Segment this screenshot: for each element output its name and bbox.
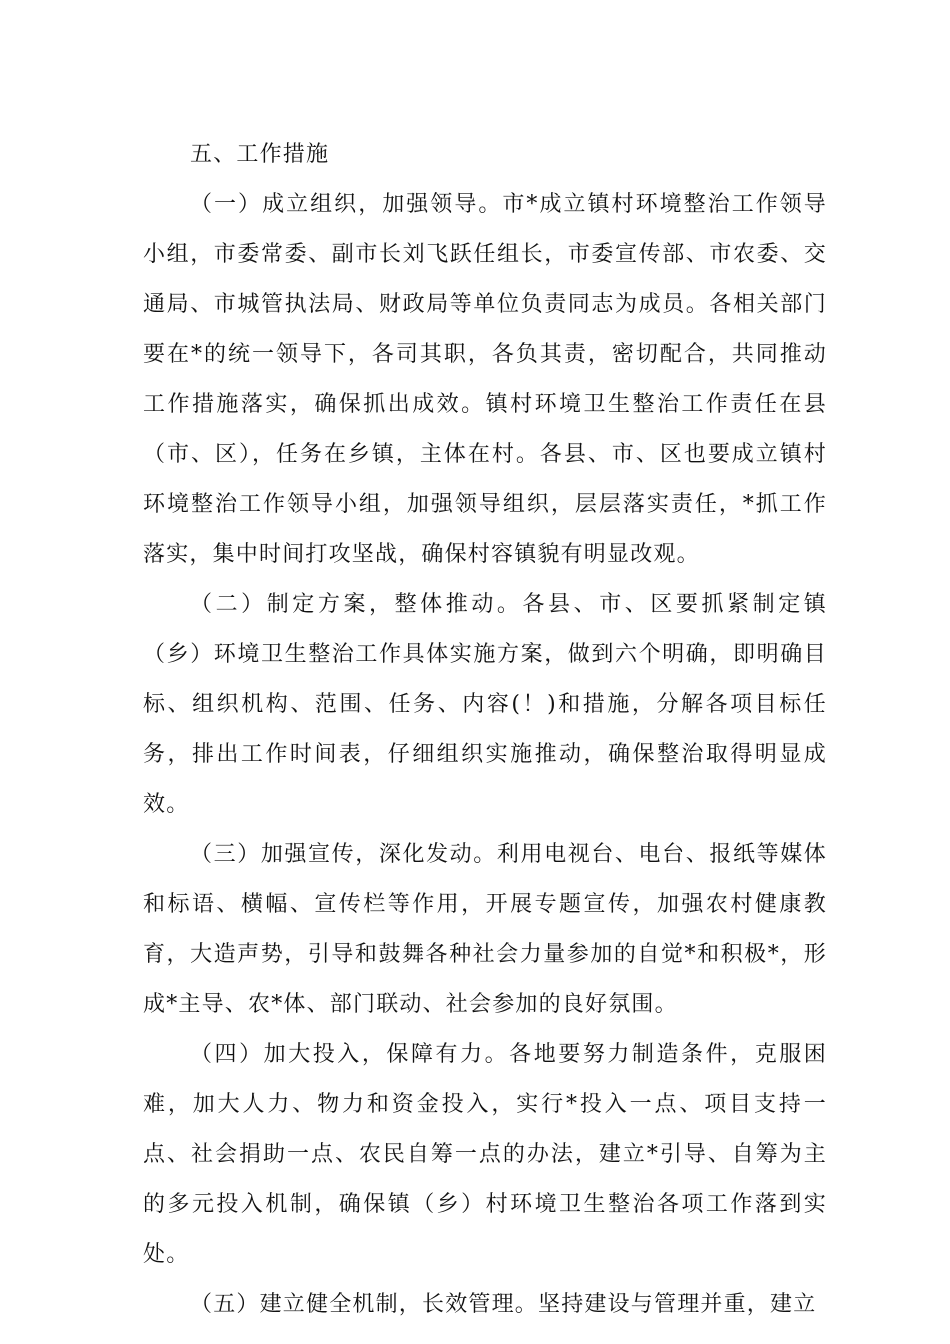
document-body [143,130,827,1330]
paragraph-5: （五）建立健全机制，长效管理。坚持建设与管理并重，建立 [190,1292,817,1317]
section-heading: 五、工作措施 [190,142,330,167]
paragraph-1: （一）成立组织，加强领导。市*成立镇村环境整治工作领导小组，市委常委、副市长刘飞跃任组长，市委宣传部、市农委、交通局、市城管执法局、财政局等单位负责同志为成员。各相关部门要在*的统一领导下，各司其职，各负其责，密切配合，共同推动工作措施落实，确保抓出成效。镇村环境卫生整治工作责任在县（市、区），任务在乡镇，主体在村。各县、市、区也要成立镇村环境整治工作领导小组，加强领导组织，层层落实责任，*抓工作落实，集中时间打攻坚战，确保村容镇貌有明显改观。 [143,192,827,567]
paragraph-2: （二）制定方案，整体推动。各县、市、区要抓紧制定镇（乡）环境卫生整治工作具体实施方案，做到六个明确，即明确目标、组织机构、范围、任务、内容(！)和措施，分解各项目标任务，排出工作时间表，仔细组织实施推动，确保整治取得明显成效。 [143,592,827,817]
paragraph-3: （三）加强宣传，深化发动。利用电视台、电台、报纸等媒体和标语、横幅、宣传栏等作用，开展专题宣传，加强农村健康教育，大造声势，引导和鼓舞各种社会力量参加的自觉*和积极*，形成*主导、农*体、部门联动、社会参加的良好氛围。 [143,842,827,1017]
paragraph-4: （四）加大投入，保障有力。各地要努力制造条件，克服困难，加大人力、物力和资金投入，实行*投入一点、项目支持一点、社会捐助一点、农民自筹一点的办法，建立*引导、自筹为主的多元投入机制，确保镇（乡）村环境卫生整治各项工作落到实处。 [143,1042,827,1267]
